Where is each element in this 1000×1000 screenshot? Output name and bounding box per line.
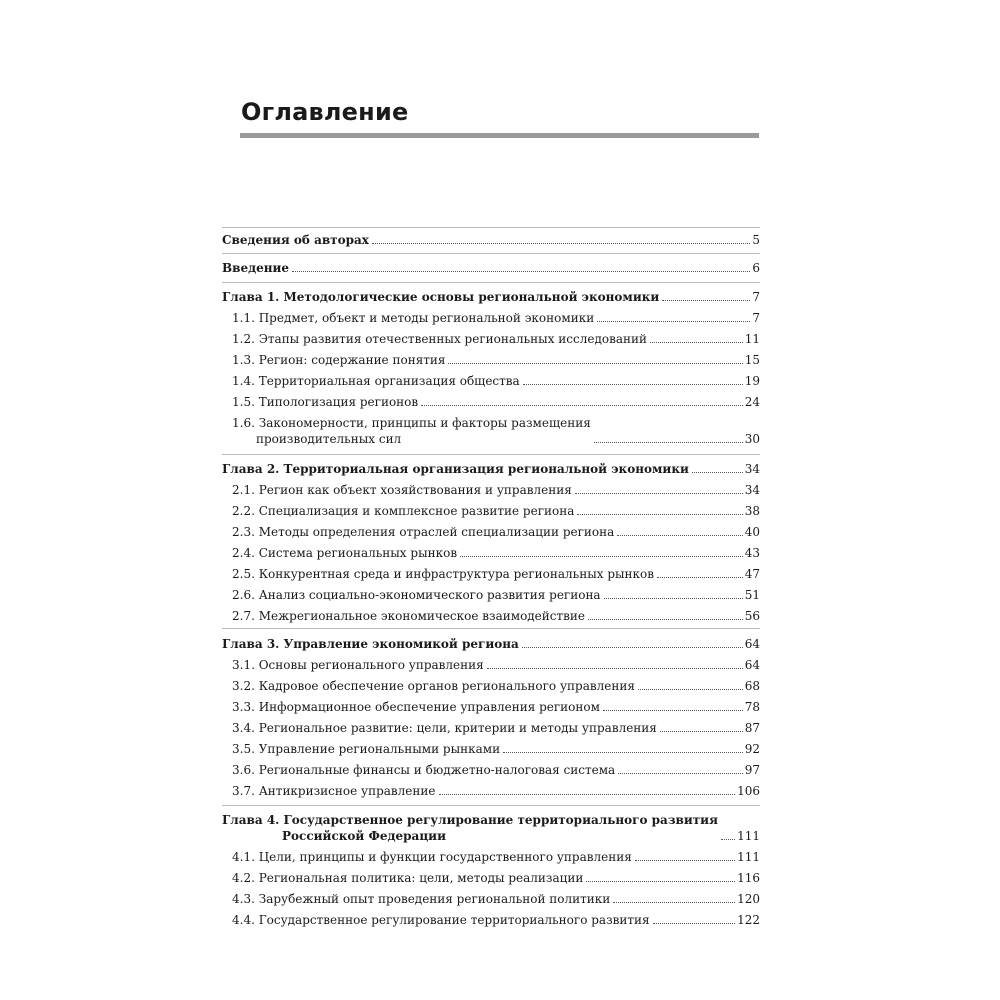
- toc-entry-label: 4.2. Региональная политика: цели, методы реализации: [232, 871, 584, 885]
- dot-leader: [597, 320, 750, 322]
- toc-page-number: 24: [744, 395, 760, 409]
- toc-page-number: 30: [744, 432, 760, 446]
- toc-entry-label: 1.1. Предмет, объект и методы региональной экономики: [232, 311, 595, 325]
- toc-section-1-1[interactable]: [222, 310, 760, 326]
- toc-section-2-3[interactable]: [222, 524, 760, 540]
- toc-divider: [222, 454, 760, 455]
- toc-section-4-3[interactable]: [222, 891, 760, 907]
- toc-page-number: 11: [744, 332, 760, 346]
- toc-section-1-6[interactable]: [222, 415, 760, 447]
- toc-chapter-1[interactable]: [222, 289, 760, 305]
- toc-entry-label: 3.5. Управление региональными рынками: [232, 742, 501, 756]
- dot-leader: [638, 688, 743, 690]
- toc-entry-label: 1.5. Типологизация регионов: [232, 395, 419, 409]
- dot-leader: [604, 597, 743, 599]
- toc-entry-label: Введение: [222, 261, 290, 275]
- toc-page-number: 34: [744, 462, 760, 476]
- toc-page-number: 64: [744, 658, 760, 672]
- dot-leader: [662, 299, 750, 301]
- toc-page-number: 56: [744, 609, 760, 623]
- toc-divider: [222, 282, 760, 283]
- toc-chapter-2[interactable]: [222, 461, 760, 477]
- toc-entry-authors[interactable]: [222, 232, 760, 248]
- toc-page-number: 92: [744, 742, 760, 756]
- toc-entry-label: 4.1. Цели, принципы и функции государственного управления: [232, 850, 632, 864]
- dot-leader: [460, 555, 743, 557]
- toc-page-number: 87: [744, 721, 760, 735]
- toc-page-number: 51: [744, 588, 760, 602]
- dot-leader: [448, 362, 742, 364]
- toc-section-2-4[interactable]: [222, 545, 760, 561]
- toc-page-number: 7: [752, 290, 760, 304]
- toc-section-2-2[interactable]: [222, 503, 760, 519]
- toc-page-number: 19: [744, 374, 760, 388]
- toc-entry-label: 3.4. Региональное развитие: цели, критерии и методы управления: [232, 721, 657, 735]
- toc-chapter-4[interactable]: [222, 812, 760, 844]
- toc-entry-label: 2.1. Регион как объект хозяйствования и управления: [232, 483, 572, 497]
- toc-page-number: 78: [744, 700, 760, 714]
- toc-entry-label: 2.4. Система региональных рынков: [232, 546, 458, 560]
- toc-entry-label: [222, 812, 718, 844]
- toc-entry-label: Глава 3. Управление экономикой региона: [222, 637, 519, 651]
- toc-entry-introduction[interactable]: [222, 260, 760, 276]
- toc-entry-label: 3.1. Основы регионального управления: [232, 658, 484, 672]
- toc-entry-label: 2.3. Методы определения отраслей специализации региона: [232, 525, 615, 539]
- toc-section-2-6[interactable]: [222, 587, 760, 603]
- dot-leader: [613, 901, 735, 903]
- toc-section-1-3[interactable]: [222, 352, 760, 368]
- toc-entry-label: 2.6. Анализ социально-экономического развития региона: [232, 588, 601, 602]
- dot-leader: [503, 751, 743, 753]
- toc-page-number: 34: [744, 483, 760, 497]
- toc-page-number: 38: [744, 504, 760, 518]
- toc-entry-label: 3.3. Информационное обеспечение управления регионом: [232, 700, 600, 714]
- dot-leader: [660, 730, 743, 732]
- toc-section-2-1[interactable]: [222, 482, 760, 498]
- toc-section-3-3[interactable]: [222, 699, 760, 715]
- toc-divider: [222, 805, 760, 806]
- toc-entry-label: Глава 2. Территориальная организация региональной экономики: [222, 462, 689, 476]
- dot-leader: [292, 270, 750, 272]
- toc-entry-label: 2.7. Межрегиональное экономическое взаимодействие: [232, 609, 585, 623]
- toc-page-number: 106: [737, 784, 760, 798]
- toc-section-3-7[interactable]: [222, 783, 760, 799]
- dot-leader: [657, 576, 743, 578]
- toc-entry-label: Глава 1. Методологические основы региональной экономики: [222, 290, 660, 304]
- toc-section-3-5[interactable]: [222, 741, 760, 757]
- toc-page-number: 7: [752, 311, 760, 325]
- toc-entry-label: 4.3. Зарубежный опыт проведения региональной политики: [232, 892, 611, 906]
- dot-leader: [618, 772, 743, 774]
- dot-leader: [439, 793, 736, 795]
- toc-section-3-4[interactable]: [222, 720, 760, 736]
- toc-entry-label: Сведения об авторах: [222, 233, 369, 247]
- toc-section-1-4[interactable]: [222, 373, 760, 389]
- toc-divider: [222, 253, 760, 254]
- dot-leader: [594, 441, 743, 443]
- dot-leader: [522, 646, 743, 648]
- toc-section-4-4[interactable]: [222, 912, 760, 928]
- toc-entry-label-line-1: Глава 4. Государственное регулирование территориального развития: [222, 813, 718, 827]
- dot-leader: [586, 880, 735, 882]
- toc-entry-label: 4.4. Государственное регулирование территориального развития: [232, 913, 650, 927]
- toc-section-4-2[interactable]: [222, 870, 760, 886]
- title-rule: [240, 133, 759, 138]
- toc-entry-label: [232, 415, 591, 447]
- toc-entry-label-line-2: производительных сил: [256, 432, 402, 446]
- toc-chapter-3[interactable]: [222, 636, 760, 652]
- dot-leader: [635, 859, 735, 861]
- dot-leader: [653, 922, 736, 924]
- toc-section-3-2[interactable]: [222, 678, 760, 694]
- toc-entry-label: 3.7. Антикризисное управление: [232, 784, 436, 798]
- toc-page-number: 5: [752, 233, 760, 247]
- toc-divider: [222, 628, 760, 629]
- toc-section-2-5[interactable]: [222, 566, 760, 582]
- toc-entry-label: 3.2. Кадровое обеспечение органов регионального управления: [232, 679, 635, 693]
- dot-leader: [577, 513, 742, 515]
- toc-page-number: 68: [744, 679, 760, 693]
- toc-page-number: 120: [737, 892, 760, 906]
- toc-page-number: 111: [737, 829, 760, 843]
- toc-page-number: 6: [752, 261, 760, 275]
- toc-divider: [222, 227, 760, 228]
- dot-leader: [692, 471, 743, 473]
- toc-page-number: 47: [744, 567, 760, 581]
- toc-entry-label: 1.4. Территориальная организация общества: [232, 374, 520, 388]
- toc-entry-label: 1.3. Регион: содержание понятия: [232, 353, 446, 367]
- toc-entry-label-line-1: 1.6. Закономерности, принципы и факторы размещения: [232, 416, 591, 430]
- dot-leader: [650, 341, 743, 343]
- toc-section-1-5[interactable]: [222, 394, 760, 410]
- toc-page-number: 97: [744, 763, 760, 777]
- toc-page-number: 40: [744, 525, 760, 539]
- dot-leader: [721, 838, 735, 840]
- toc-section-2-7[interactable]: [222, 608, 760, 624]
- dot-leader: [372, 242, 750, 244]
- toc-section-3-6[interactable]: [222, 762, 760, 778]
- dot-leader: [487, 667, 743, 669]
- dot-leader: [421, 404, 743, 406]
- dot-leader: [617, 534, 742, 536]
- dot-leader: [603, 709, 743, 711]
- toc-page-number: 43: [744, 546, 760, 560]
- toc-page-number: 64: [744, 637, 760, 651]
- dot-leader: [575, 492, 743, 494]
- toc-entry-label-line-2: Российской Федерации: [282, 829, 446, 843]
- toc-section-3-1[interactable]: [222, 657, 760, 673]
- toc-page-number: 111: [737, 850, 760, 864]
- toc-page-number: 15: [744, 353, 760, 367]
- toc-section-1-2[interactable]: [222, 331, 760, 347]
- dot-leader: [523, 383, 743, 385]
- toc-page-number: 116: [737, 871, 760, 885]
- toc-entry-label: 3.6. Региональные финансы и бюджетно-налоговая система: [232, 763, 616, 777]
- toc-entry-label: 2.5. Конкурентная среда и инфраструктура региональных рынков: [232, 567, 655, 581]
- page-title: Оглавление: [241, 98, 409, 126]
- dot-leader: [588, 618, 743, 620]
- toc-section-4-1[interactable]: [222, 849, 760, 865]
- toc-entry-label: 2.2. Специализация и комплексное развитие региона: [232, 504, 575, 518]
- toc-entry-label: 1.2. Этапы развития отечественных региональных исследований: [232, 332, 647, 346]
- toc-page-number: 122: [737, 913, 760, 927]
